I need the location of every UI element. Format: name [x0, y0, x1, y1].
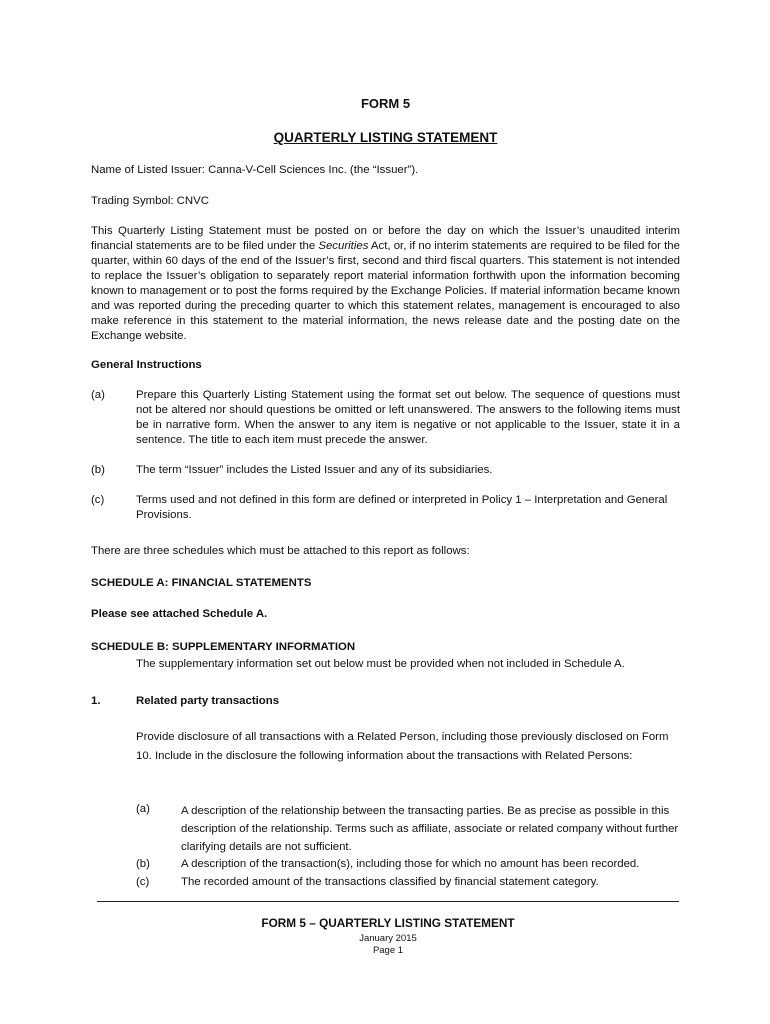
- schedule-a-note: Please see attached Schedule A.: [91, 608, 268, 620]
- intro-text-1: This Quarterly Listing Statement must be posted on or before the day on which the Issuer’s unaudited interim financial statements are to be filed under the: [91, 225, 680, 252]
- instruction-b-text: The term “Issuer” includes the Listed Issuer and any of its subsidiaries.: [136, 464, 493, 476]
- footer-divider: [97, 901, 679, 902]
- instruction-a-text: Prepare this Quarterly Listing Statement using the format set out below. The sequence of questions must not be altered nor should questions be omitted or left unanswered. The answers to the following items must be in narrative form. When the answer to any item is negative or not applicable to the Issuer, state it in a sentence. The title to each item must precede the answer.: [136, 389, 680, 446]
- instruction-a-marker: (a): [91, 389, 105, 401]
- section-1-number: 1.: [91, 695, 101, 707]
- schedule-b-note: The supplementary information set out below must be provided when not included in Schedule A.: [136, 658, 625, 670]
- intro-text-2: Act, or, if no interim statements are required to be filed for the quarter, within 60 days of the end of the Issuer’s first, second and third fiscal quarters. This statement is not intended to replace the Issuer’s obligation to separately report material information forthwith upon the information becoming known to management or to post the forms required by the Exchange Policies. If material information became known and was reported during the preceding quarter to which this statement relates, management is encouraged to also make reference in this statement to the material information, the news release date and the posting date on the Exchange website.: [91, 240, 680, 342]
- schedule-a-heading: SCHEDULE A: FINANCIAL STATEMENTS: [91, 577, 312, 589]
- section-1-item-a-text: A description of the relationship between the transacting parties. Be as precise as possible in this description of the relationship. Terms such as affiliate, associate or related company without further clarifying details are not sufficient.: [181, 805, 679, 853]
- issuer-name-line: Name of Listed Issuer: Canna-V-Cell Sciences Inc. (the “Issuer”).: [91, 164, 419, 176]
- schedules-intro: There are three schedules which must be attached to this report as follows:: [91, 545, 470, 557]
- trading-symbol-line: Trading Symbol: CNVC: [91, 195, 209, 207]
- footer-date: January 2015: [359, 933, 417, 944]
- form-number: FORM 5: [360, 96, 411, 111]
- intro-paragraph: [91, 224, 680, 344]
- section-1-body: Provide disclosure of all transactions with a Related Person, including those previously disclosed on Form 10. Include in the disclosure the following information about the transactions with Related Persons:: [136, 731, 669, 762]
- intro-italic-securities: Securities: [318, 240, 369, 252]
- section-1-item-a-marker: (a): [136, 803, 150, 815]
- section-1-item-b-marker: (b): [136, 858, 150, 870]
- general-instructions-heading: General Instructions: [91, 359, 202, 371]
- footer-page-number: Page 1: [372, 945, 404, 956]
- schedule-b-heading: SCHEDULE B: SUPPLEMENTARY INFORMATION: [91, 641, 356, 653]
- section-1-item-c-text: The recorded amount of the transactions classified by financial statement category.: [181, 876, 599, 888]
- section-1-item-c-marker: (c): [136, 876, 150, 888]
- instruction-c-text: Terms used and not defined in this form are defined or interpreted in Policy 1 – Interpretation and General Provisions.: [136, 494, 668, 521]
- document-title: QUARTERLY LISTING STATEMENT: [273, 130, 498, 145]
- instruction-b-marker: (b): [91, 464, 105, 476]
- instruction-c-marker: (c): [91, 494, 105, 506]
- section-1-title: Related party transactions: [136, 695, 280, 707]
- footer-title: FORM 5 – QUARTERLY LISTING STATEMENT: [261, 916, 515, 930]
- section-1-item-b-text: A description of the transaction(s), including those for which no amount has been recorded.: [181, 858, 640, 870]
